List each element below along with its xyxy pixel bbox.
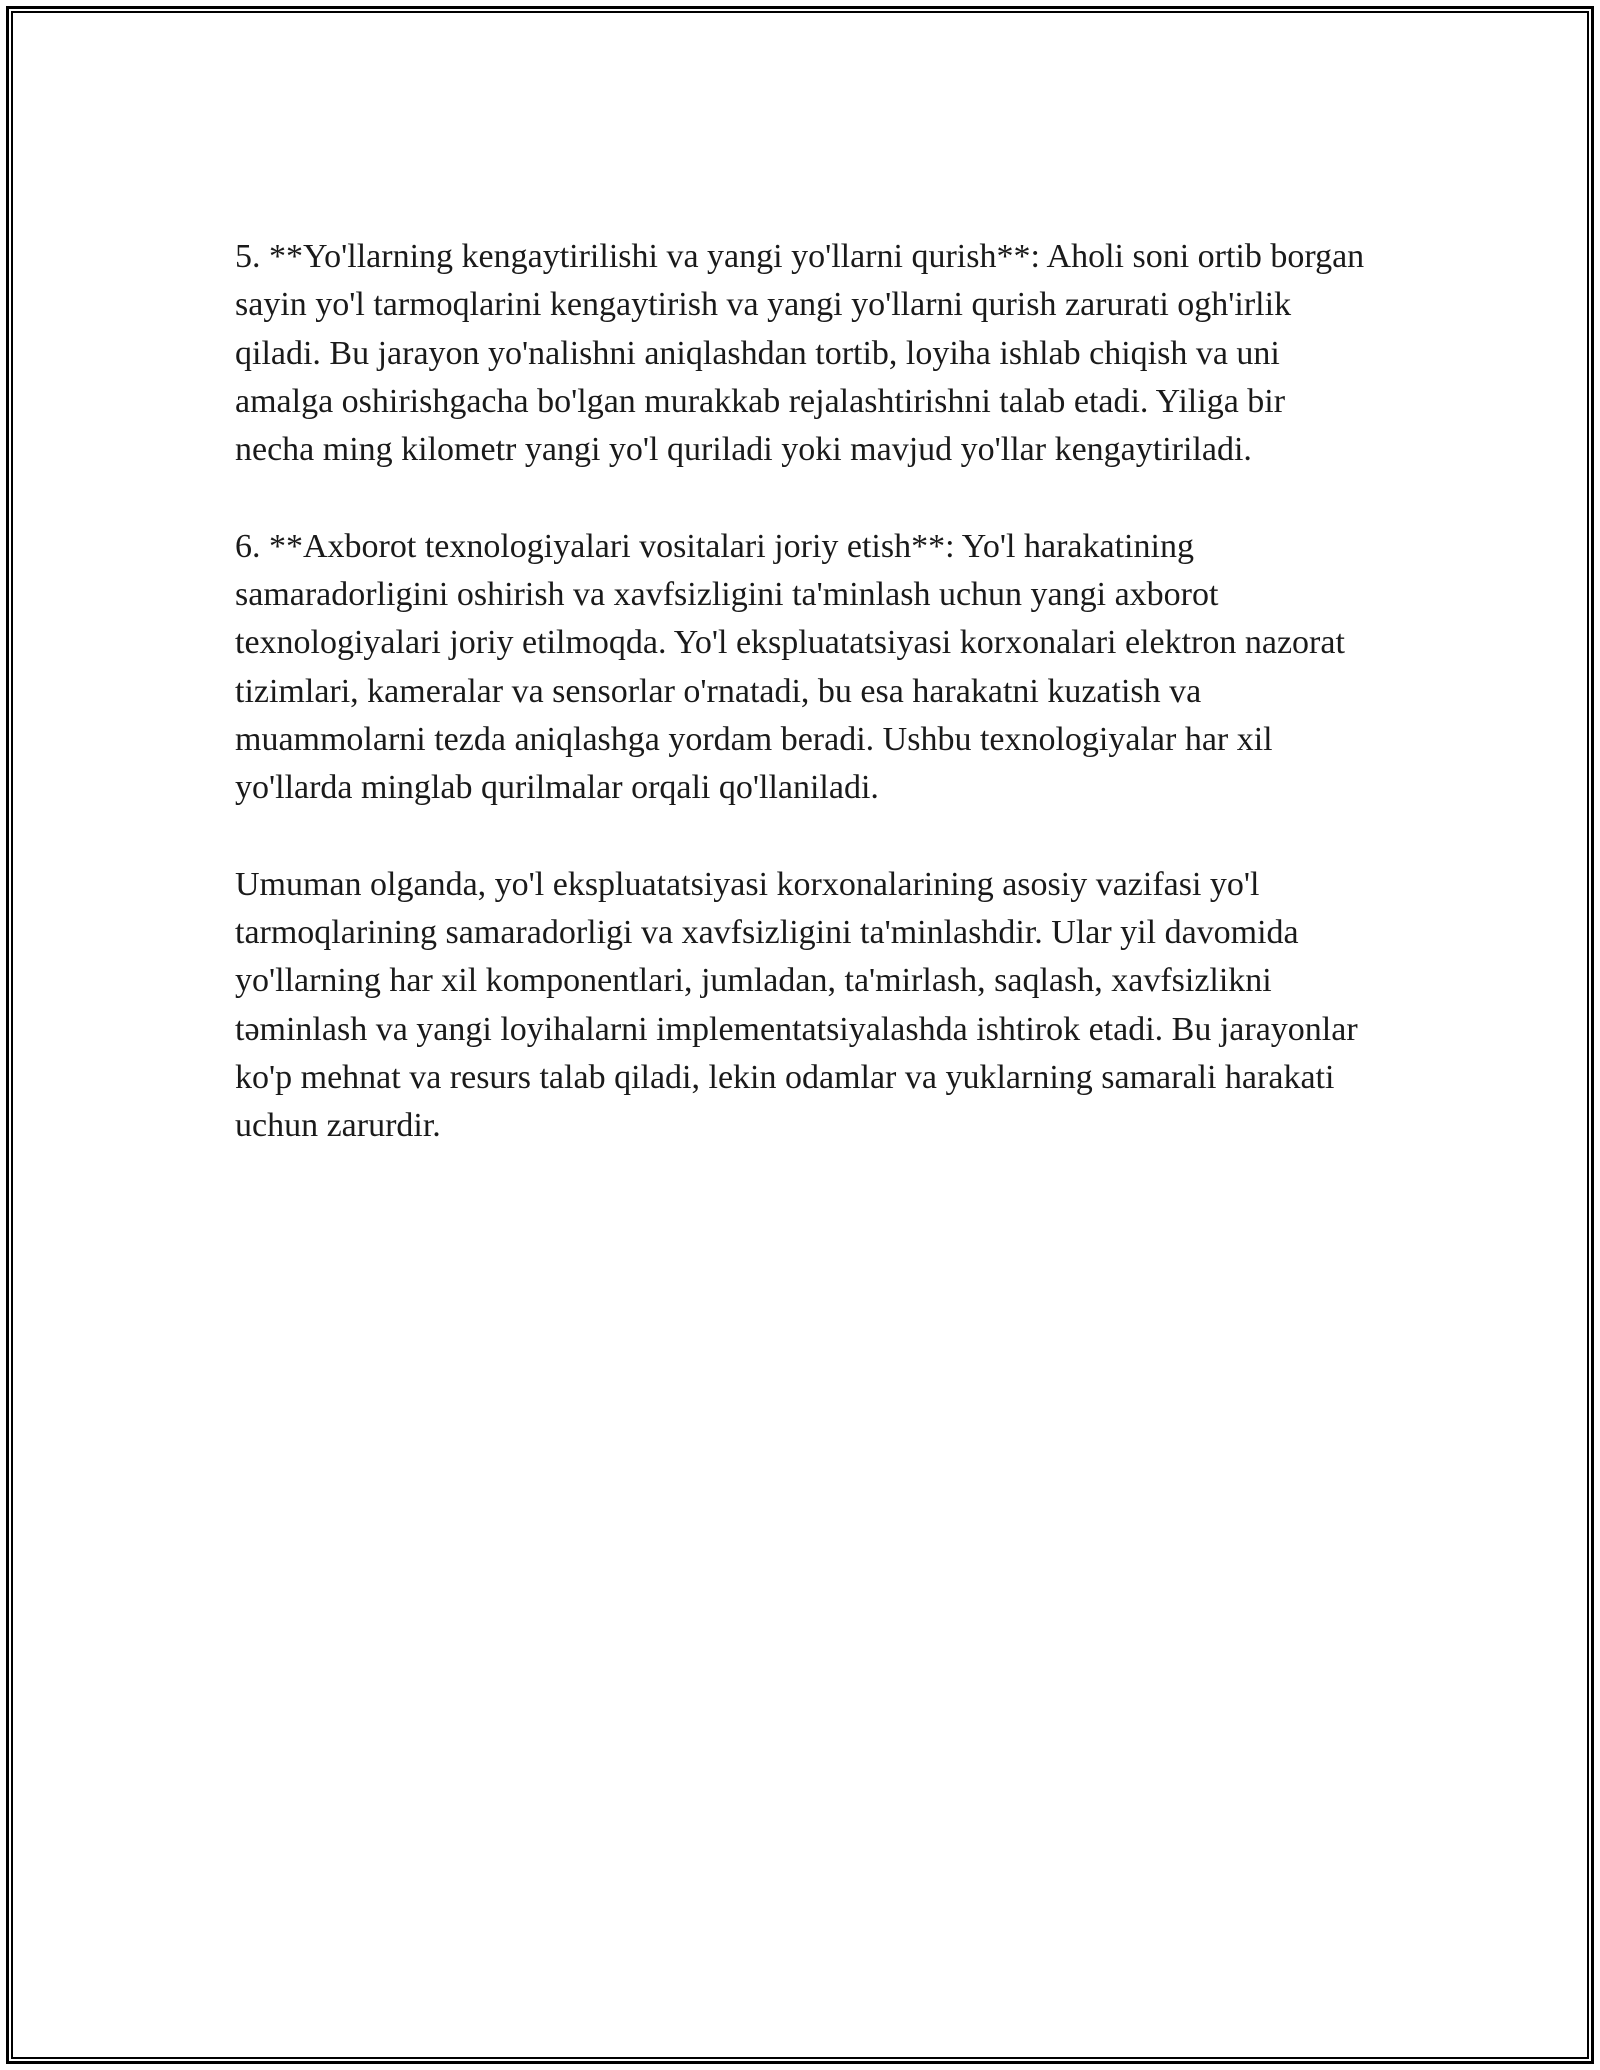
paragraph-conclusion: Umuman olganda, yo'l ekspluatatsiyasi korxonalarining asosiy vazifasi yo'l tarmoqlarining samaradorligi va xavfsizligini ta'minlashdir. Ular yil davomida yo'llarning har xil komponentlari, jumladan, ta'mirlash, saqlash, xavfsizlikni təminlash va yangi loyihalarni implementatsiyalashda ishtirok etadi. Bu jarayonlar ko'p mehnat va resurs talab qiladi, lekin odamlar va yuklarning samarali harakati uchun zarurdir. — [235, 865, 1358, 1145]
paragraph-it-tools: 6. **Axborot texnologiyalari vositalari joriy etish**: Yo'l harakatining samaradorligini oshirish va xavfsizligini ta'minlash uchun yangi axborot texnologiyalari joriy etilmoqda. Yo'l ekspluatatsiyasi korxonalari elektron nazorat tizimlari, kameralar va sensorlar o'rnatadi, bu esa harakatni kuzatish va muammolarni tezda aniqlashga yordam beradi. Ushbu texnologiyalar har xil yo'llarda minglab qurilmalar orqali qo'llaniladi. — [235, 527, 1345, 807]
paragraph-road-expansion: 5. **Yo'llarning kengaytirilishi va yangi yo'llarni qurish**: Aholi soni ortib borgan sayin yo'l tarmoqlarini kengaytirish va yangi yo'llarni qurish zarurati ogh'irlik qiladi. Bu jarayon yo'nalishni aniqlashdan tortib, loyiha ishlab chiqish va uni amalga oshirishgacha bo'lgan murakkab rejalashtirishni talab etadi. Yiliga bir necha ming kilometr yangi yo'l quriladi yoki mavjud yo'llar kengaytiriladi. — [235, 238, 1365, 469]
document-body — [235, 233, 1365, 1199]
